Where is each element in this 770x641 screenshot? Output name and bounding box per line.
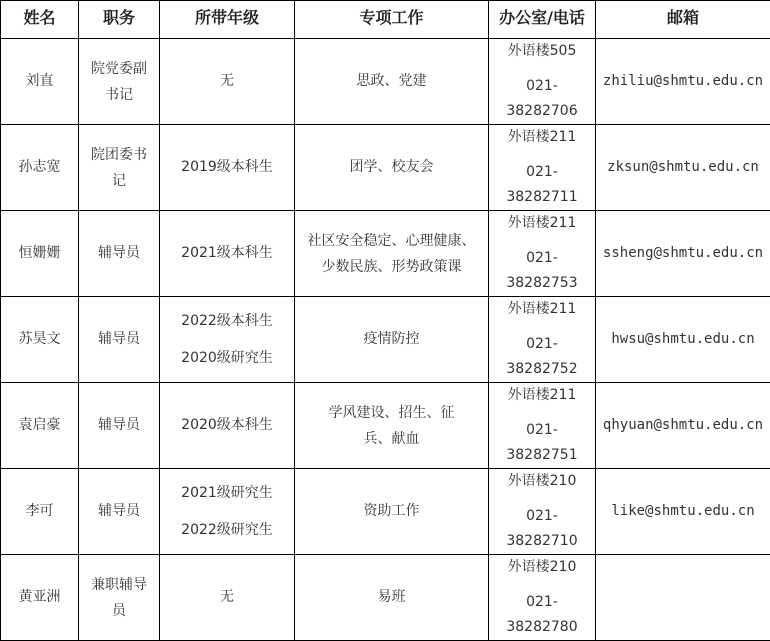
office-room: 外语楼211 [508,211,577,236]
office-phone: 021-38282753 [493,246,591,296]
cell-grade [160,39,295,125]
cell-grade [160,555,295,641]
cell-role [79,125,160,211]
office-room: 外语楼505 [508,39,577,64]
cell-grade [160,125,295,211]
office-room: 外语楼210 [508,555,577,580]
cell-office [489,383,596,469]
grade-text: 2022级本科生 [181,309,273,334]
cell-role: 辅导员 [79,469,160,555]
cell-email[interactable]: zksun@shmtu.edu.cn [596,125,770,211]
table-row [1,125,770,211]
cell-work: 思政、党建 [295,39,489,125]
cell-email[interactable]: hwsu@shmtu.edu.cn [596,297,770,383]
cell-work: 易班 [295,555,489,641]
cell-role [79,39,160,125]
header-role: 职务 [79,1,160,39]
grade-text: 2022级研究生 [181,518,273,543]
role-text: 院党委副书记 [89,56,149,108]
cell-work [295,211,489,297]
cell-work: 疫情防控 [295,297,489,383]
work-text: 社区安全稳定、心理健康、少数民族、形势政策课 [307,228,477,280]
header-email: 邮箱 [596,1,770,39]
cell-grade [160,383,295,469]
cell-email[interactable]: zhiliu@shmtu.edu.cn [596,39,770,125]
cell-role: 辅导员 [79,383,160,469]
cell-office [489,297,596,383]
header-office-phone: 办公室/电话 [489,1,596,39]
cell-work: 资助工作 [295,469,489,555]
header-name: 姓名 [1,1,79,39]
office-phone: 021-38282751 [493,418,591,468]
cell-office [489,211,596,297]
cell-office [489,469,596,555]
cell-role [79,555,160,641]
office-phone: 021-38282780 [493,590,591,640]
role-text: 院团委书记 [89,142,149,194]
role-text: 兼职辅导员 [89,572,149,624]
cell-name: 苏昊文 [1,297,79,383]
table-row [1,39,770,125]
cell-role: 辅导员 [79,211,160,297]
cell-grade [160,211,295,297]
cell-email[interactable]: qhyuan@shmtu.edu.cn [596,383,770,469]
office-room: 外语楼211 [508,383,577,408]
office-room: 外语楼211 [508,297,577,322]
cell-name: 孙志宽 [1,125,79,211]
grade-text: 2021级本科生 [181,241,273,266]
grade-text: 无 [220,69,234,94]
header-work: 专项工作 [295,1,489,39]
office-room: 外语楼210 [508,469,577,494]
cell-email [596,555,770,641]
office-phone: 021-38282711 [493,160,591,210]
grade-text: 2020级研究生 [181,346,273,371]
table-row [1,469,770,555]
cell-name: 黄亚洲 [1,555,79,641]
table-header-row [1,1,770,39]
grade-text: 2019级本科生 [181,155,273,180]
office-room: 外语楼211 [508,125,577,150]
work-text: 学风建设、招生、征兵、献血 [317,400,467,452]
cell-office [489,555,596,641]
cell-name: 袁启豪 [1,383,79,469]
cell-work: 团学、校友会 [295,125,489,211]
cell-email[interactable]: ssheng@shmtu.edu.cn [596,211,770,297]
grade-text: 2020级本科生 [181,413,273,438]
cell-office [489,125,596,211]
office-phone: 021-38282710 [493,504,591,554]
cell-work [295,383,489,469]
table-row [1,383,770,469]
cell-name: 李可 [1,469,79,555]
table-row [1,297,770,383]
cell-email[interactable]: like@shmtu.edu.cn [596,469,770,555]
cell-name: 刘直 [1,39,79,125]
cell-office [489,39,596,125]
grade-text: 2021级研究生 [181,481,273,506]
office-phone: 021-38282706 [493,74,591,124]
table-row [1,555,770,641]
cell-grade [160,297,295,383]
office-phone: 021-38282752 [493,332,591,382]
header-grade: 所带年级 [160,1,295,39]
table-row [1,211,770,297]
cell-grade [160,469,295,555]
cell-name: 恒姗姗 [1,211,79,297]
grade-text: 无 [220,585,234,610]
cell-role: 辅导员 [79,297,160,383]
